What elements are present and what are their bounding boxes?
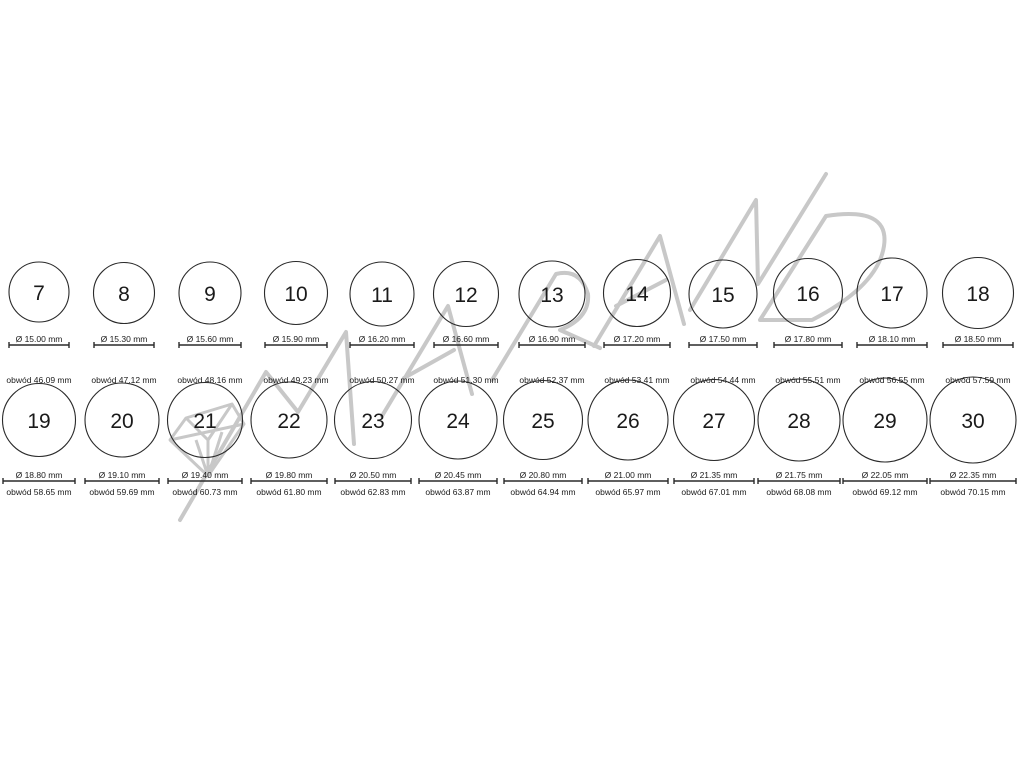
size-number: 20	[110, 410, 134, 433]
diameter-label: Ø 18.50 mm	[954, 334, 1002, 344]
size-number: 9	[204, 283, 216, 306]
diameter-label: Ø 15.00 mm	[15, 334, 63, 344]
circumference-label: obwód 69.12 mm	[852, 487, 918, 497]
ring-size-29	[843, 378, 927, 497]
diameter-label: Ø 16.20 mm	[358, 334, 406, 344]
ring-size-20	[85, 383, 159, 497]
circumference-label: obwód 70.15 mm	[940, 487, 1006, 497]
diameter-label: Ø 18.10 mm	[868, 334, 916, 344]
diameter-label: Ø 19.10 mm	[98, 470, 146, 480]
ring-size-30	[930, 377, 1016, 497]
diameter-label: Ø 15.30 mm	[100, 334, 148, 344]
diameter-label: Ø 22.35 mm	[949, 470, 997, 480]
circumference-label: obwód 58.65 mm	[6, 487, 72, 497]
ring-size-15	[689, 260, 757, 385]
size-number: 21	[193, 410, 217, 433]
circumference-label: obwód 48.16 mm	[177, 375, 243, 385]
circumference-label: obwód 47.12 mm	[91, 375, 157, 385]
circumference-label: obwód 49.23 mm	[263, 375, 329, 385]
circumference-label: obwód 50.27 mm	[349, 375, 415, 385]
diameter-label: Ø 16.60 mm	[442, 334, 490, 344]
diameter-label: Ø 21.35 mm	[690, 470, 738, 480]
ring-size-11	[349, 262, 414, 385]
ring-size-21	[168, 383, 243, 498]
size-number: 11	[371, 284, 393, 307]
ring-size-24	[419, 381, 497, 497]
size-number: 14	[625, 283, 649, 306]
ring-size-7	[6, 262, 71, 385]
size-number: 22	[277, 410, 301, 433]
diameter-label: Ø 15.60 mm	[186, 334, 234, 344]
size-number: 13	[540, 284, 564, 307]
ring-size-10	[263, 262, 328, 386]
watermark	[170, 174, 885, 520]
diameter-label: Ø 21.00 mm	[604, 470, 652, 480]
size-number: 7	[33, 282, 45, 305]
ring-size-9	[177, 262, 242, 385]
ring-size-23	[335, 382, 412, 498]
circumference-label: obwód 53.41 mm	[604, 375, 670, 385]
size-number: 18	[966, 283, 990, 306]
circumference-label: obwód 56.55 mm	[859, 375, 925, 385]
size-number: 27	[702, 410, 726, 433]
ring-size-28	[758, 379, 840, 497]
diameter-label: Ø 19.40 mm	[181, 470, 229, 480]
diameter-label: Ø 20.50 mm	[349, 470, 397, 480]
size-number: 19	[27, 410, 51, 433]
circumference-label: obwód 62.83 mm	[340, 487, 406, 497]
circumference-label: obwód 61.80 mm	[256, 487, 322, 497]
diameter-label: Ø 17.20 mm	[613, 334, 661, 344]
circumference-label: obwód 51.30 mm	[433, 375, 499, 385]
ring-size-25	[504, 381, 583, 498]
circumference-label: obwód 57.59 mm	[945, 375, 1011, 385]
diameter-label: Ø 17.50 mm	[699, 334, 747, 344]
size-number: 16	[796, 283, 820, 306]
ring-size-8	[91, 263, 156, 386]
diameter-label: Ø 15.90 mm	[272, 334, 320, 344]
circumference-label: obwód 46.09 mm	[6, 375, 72, 385]
size-number: 8	[118, 283, 130, 306]
size-number: 28	[787, 410, 811, 433]
ring-sizes	[3, 258, 1017, 498]
size-number: 17	[880, 283, 904, 306]
diameter-label: Ø 18.80 mm	[15, 470, 63, 480]
size-number: 30	[961, 410, 985, 433]
size-number: 29	[873, 410, 897, 433]
ring-size-14	[604, 260, 671, 386]
size-number: 26	[616, 410, 640, 433]
circumference-label: obwód 55.51 mm	[775, 375, 841, 385]
circumference-label: obwód 63.87 mm	[425, 487, 491, 497]
circumference-label: obwód 54.44 mm	[690, 375, 756, 385]
circumference-label: obwód 60.73 mm	[172, 487, 238, 497]
diameter-label: Ø 21.75 mm	[775, 470, 823, 480]
diameter-label: Ø 16.90 mm	[528, 334, 576, 344]
diameter-label: Ø 17.80 mm	[784, 334, 832, 344]
diameter-label: Ø 22.05 mm	[861, 470, 909, 480]
size-number: 23	[361, 410, 385, 433]
circumference-label: obwód 59.69 mm	[89, 487, 155, 497]
ring-size-26	[588, 380, 668, 497]
size-number: 15	[711, 284, 735, 307]
watermark-lettering	[180, 174, 885, 520]
diameter-label: Ø 19.80 mm	[265, 470, 313, 480]
ring-size-19	[3, 384, 76, 498]
circumference-label: obwód 68.08 mm	[766, 487, 832, 497]
diameter-label: Ø 20.45 mm	[434, 470, 482, 480]
circumference-label: obwód 65.97 mm	[595, 487, 661, 497]
size-number: 25	[531, 410, 555, 433]
circumference-label: obwód 52.37 mm	[519, 375, 585, 385]
size-number: 12	[454, 284, 478, 307]
circumference-label: obwód 64.94 mm	[510, 487, 576, 497]
size-number: 24	[446, 410, 470, 433]
ring-size-18	[943, 258, 1014, 386]
ring-size-27	[674, 380, 755, 498]
circumference-label: obwód 67.01 mm	[681, 487, 747, 497]
size-number: 10	[284, 283, 308, 306]
diameter-label: Ø 20.80 mm	[519, 470, 567, 480]
